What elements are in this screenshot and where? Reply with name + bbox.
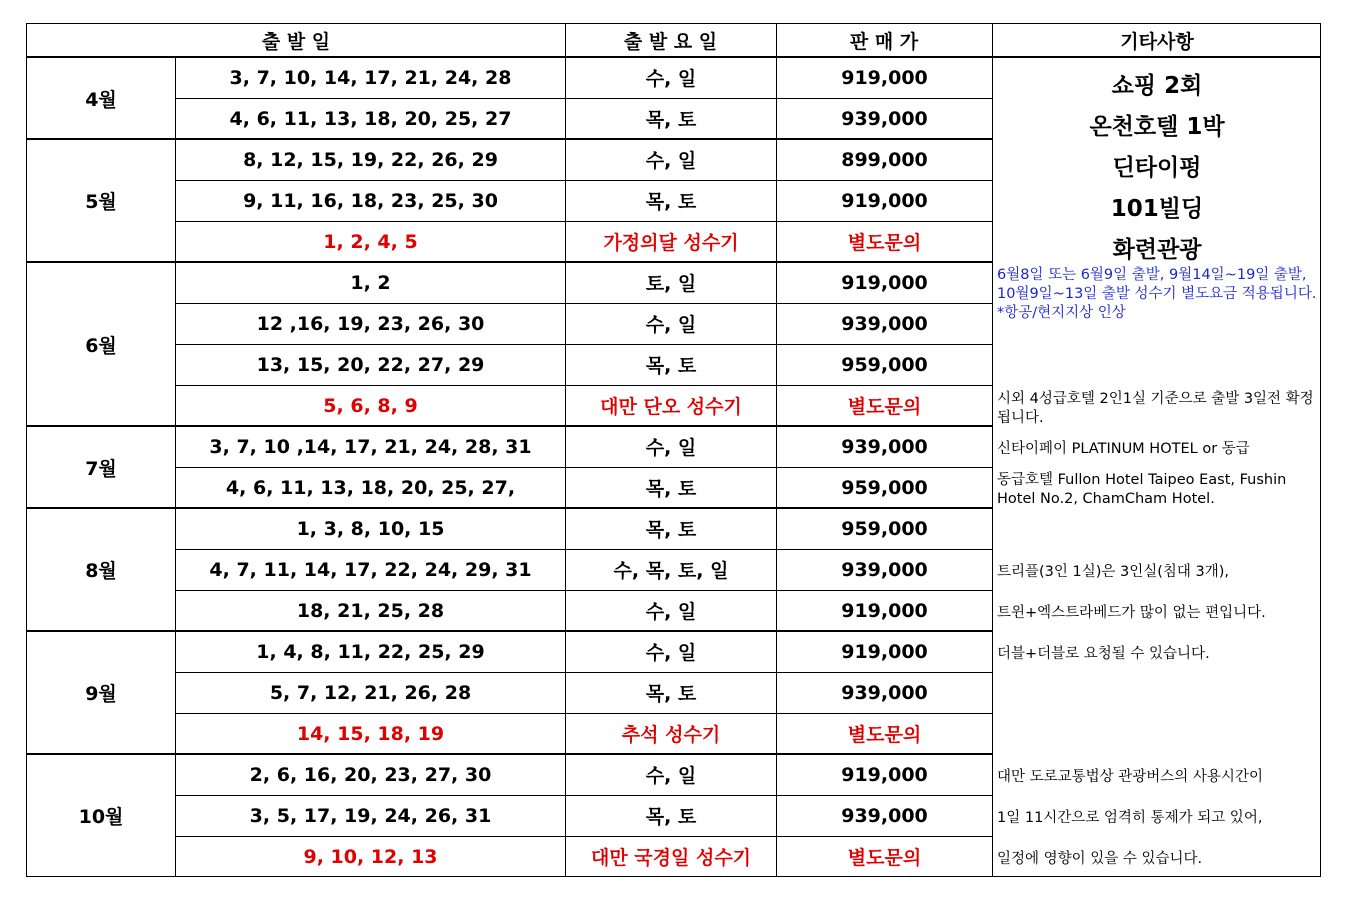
price: 919,000 — [841, 66, 928, 89]
header-notes: 기타사항 — [1120, 31, 1194, 53]
departure-weekdays: 목, 토 — [645, 683, 697, 705]
price: 939,000 — [841, 681, 928, 704]
price: 별도문의 — [847, 232, 922, 254]
highlight-taipei-101: 101빌딩 — [1110, 196, 1204, 222]
departure-dates: 1, 3, 8, 10, 15 — [296, 517, 445, 540]
departure-weekdays: 목, 토 — [645, 806, 697, 828]
departure-dates: 1, 2 — [350, 271, 391, 294]
month-label: 9월 — [85, 683, 117, 705]
peak-notice-line-2: 10월9일~13일 출발 성수기 별도요금 적용됩니다. *항공/현지지상 인상 — [997, 286, 1317, 321]
header-departure-weekday: 출 발 요 일 — [623, 31, 718, 53]
price: 919,000 — [841, 189, 928, 212]
price: 939,000 — [841, 558, 928, 581]
peak-notice-line-1: 6월8일 또는 6월9일 출발, 9월14일~19일 출발, — [997, 267, 1307, 283]
departure-dates: 9, 10, 12, 13 — [303, 845, 438, 868]
price: 939,000 — [841, 435, 928, 458]
bus-regulation-note-3: 일정에 영향이 있을 수 있습니다. — [997, 851, 1203, 867]
hotel-alternatives-note: 동급호텔 Fullon Hotel Taipeo East, Fushin Hotel No.2, ChamCham Hotel. — [997, 472, 1287, 507]
month-label: 4월 — [85, 88, 117, 111]
row-divider — [176, 590, 992, 591]
price: 별도문의 — [847, 396, 922, 418]
departure-dates: 13, 15, 20, 22, 27, 29 — [256, 353, 485, 376]
row-divider — [176, 98, 992, 99]
departure-weekdays: 토, 일 — [645, 273, 697, 295]
departure-dates: 4, 7, 11, 14, 17, 22, 24, 29, 31 — [209, 558, 532, 581]
departure-dates: 18, 21, 25, 28 — [296, 599, 445, 622]
price: 919,000 — [841, 640, 928, 663]
bus-regulation-note-2: 1일 11시간으로 엄격히 통제가 되고 있어, — [997, 810, 1263, 826]
triple-room-note-3: 더블+더블로 요청될 수 있습니다. — [997, 646, 1210, 662]
price: 939,000 — [841, 804, 928, 827]
hotel-confirm-note: 시외 4성급호텔 2인1실 기준으로 출발 3일전 확정됩니다. — [997, 391, 1314, 426]
row-divider — [176, 467, 992, 468]
row-divider — [176, 221, 992, 222]
row-divider — [176, 344, 992, 345]
price: 919,000 — [841, 599, 928, 622]
departure-weekdays: 대만 단오 성수기 — [600, 396, 742, 418]
row-divider — [176, 672, 992, 673]
row-divider — [176, 180, 992, 181]
departure-weekdays: 목, 토 — [645, 478, 697, 500]
price: 별도문의 — [847, 724, 922, 746]
peak-season-notice — [997, 266, 1319, 323]
row-divider — [176, 795, 992, 796]
departure-dates: 3, 7, 10, 14, 17, 21, 24, 28 — [229, 66, 512, 89]
departure-weekdays: 추석 성수기 — [621, 724, 721, 746]
row-divider — [176, 385, 992, 386]
departure-weekdays: 수, 일 — [645, 68, 697, 90]
departure-dates: 8, 12, 15, 19, 22, 26, 29 — [243, 148, 498, 171]
highlight-shopping: 쇼핑 2회 — [1111, 73, 1203, 99]
departure-dates: 3, 5, 17, 19, 24, 26, 31 — [249, 804, 492, 827]
month-label: 7월 — [85, 457, 117, 480]
departure-dates: 1, 2, 4, 5 — [323, 230, 418, 253]
departure-weekdays: 수, 일 — [645, 765, 697, 787]
price: 959,000 — [841, 476, 928, 499]
row-divider — [176, 713, 992, 714]
month-label: 8월 — [85, 560, 117, 582]
price-table — [26, 23, 1321, 877]
departure-weekdays: 수, 일 — [645, 642, 697, 664]
departure-weekdays: 수, 일 — [645, 150, 697, 172]
price: 919,000 — [841, 271, 928, 294]
price: 939,000 — [841, 107, 928, 130]
notes-panel — [992, 57, 1322, 876]
row-divider — [176, 303, 992, 304]
departure-dates: 1, 4, 8, 11, 22, 25, 29 — [256, 640, 485, 663]
departure-weekdays: 수, 목, 토, 일 — [613, 560, 729, 582]
departure-weekdays: 수, 일 — [645, 437, 697, 459]
departure-dates: 5, 6, 8, 9 — [323, 394, 418, 417]
triple-room-note-2: 트윈+엑스트라베드가 많이 없는 편입니다. — [997, 605, 1266, 621]
departure-weekdays: 수, 일 — [645, 314, 697, 336]
departure-weekdays: 목, 토 — [645, 519, 697, 541]
departure-dates: 9, 11, 16, 18, 23, 25, 30 — [243, 189, 498, 212]
departure-dates: 2, 6, 16, 20, 23, 27, 30 — [249, 763, 492, 786]
bus-regulation-note-1: 대만 도로교통법상 관광버스의 사용시간이 — [997, 769, 1263, 785]
departure-weekdays: 목, 토 — [645, 109, 697, 131]
month-label: 5월 — [85, 191, 117, 213]
price: 959,000 — [841, 517, 928, 540]
triple-room-note-1: 트리플(3인 1실)은 3인실(침대 3개), — [997, 564, 1230, 580]
departure-dates: 4, 6, 11, 13, 18, 20, 25, 27 — [229, 107, 512, 130]
month-label: 6월 — [85, 334, 117, 357]
departure-dates: 5, 7, 12, 21, 26, 28 — [269, 681, 472, 704]
departure-weekdays: 수, 일 — [645, 601, 697, 623]
price: 899,000 — [841, 148, 928, 171]
hotel-city-note: 신타이페이 PLATINUM HOTEL or 동급 — [997, 441, 1250, 457]
header-departure-date: 출 발 일 — [261, 31, 331, 53]
month-label: 10월 — [78, 806, 124, 828]
price: 939,000 — [841, 312, 928, 335]
departure-dates: 4, 6, 11, 13, 18, 20, 25, 27, — [225, 476, 516, 499]
highlight-din-tai-fung: 딘타이펑 — [1112, 155, 1202, 181]
price: 별도문의 — [847, 847, 922, 869]
departure-dates: 14, 15, 18, 19 — [296, 722, 445, 745]
price: 959,000 — [841, 353, 928, 376]
departure-weekdays: 가정의달 성수기 — [603, 232, 739, 254]
departure-dates: 12 ,16, 19, 23, 26, 30 — [256, 312, 485, 335]
highlight-hualien-tour: 화련관광 — [1112, 237, 1202, 263]
price: 919,000 — [841, 763, 928, 786]
departure-weekdays: 목, 토 — [645, 191, 697, 213]
row-divider — [176, 549, 992, 550]
departure-weekdays: 대만 국경일 성수기 — [590, 847, 752, 869]
highlight-hot-spring-hotel: 온천호텔 1박 — [1089, 114, 1225, 140]
header-price: 판 매 가 — [849, 31, 919, 53]
departure-dates: 3, 7, 10 ,14, 17, 21, 24, 28, 31 — [209, 435, 532, 458]
departure-weekdays: 목, 토 — [645, 355, 697, 377]
row-divider — [176, 836, 992, 837]
